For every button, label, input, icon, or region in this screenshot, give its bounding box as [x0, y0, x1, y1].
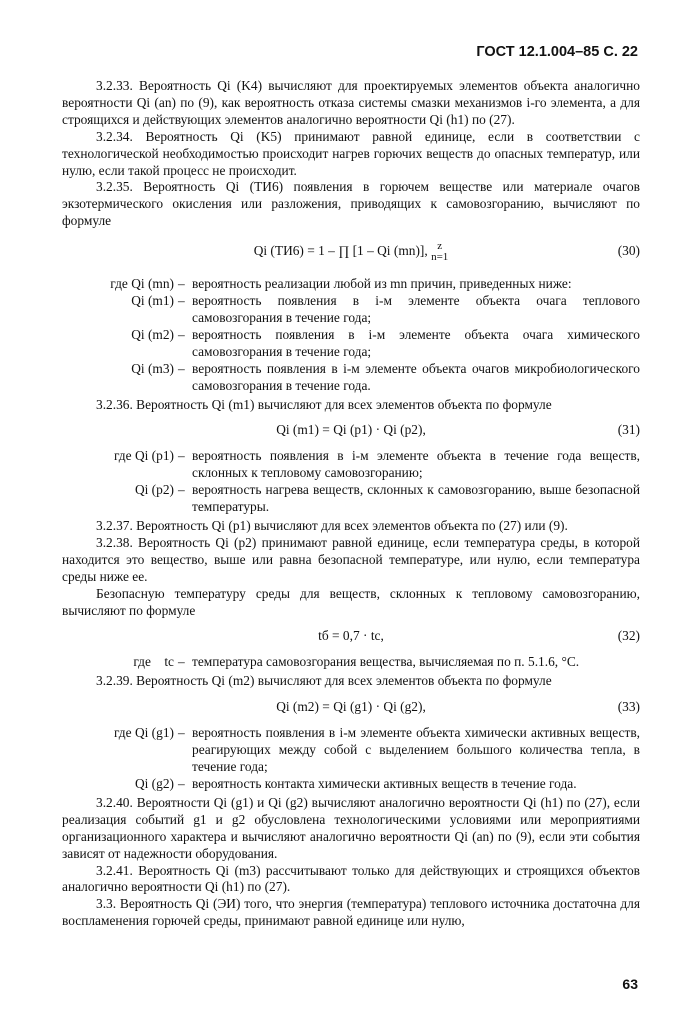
definition-row: Qi (m1) – вероятность появления в i-м элементе объекта очага теплового самовозгорания в течение года; [62, 293, 640, 327]
paragraph-3-2-36: 3.2.36. Вероятность Qi (m1) вычисляют для всех элементов объекта по формуле [96, 396, 552, 412]
formula-30 [62, 233, 640, 269]
definition-symbol: где Qi (mn) [110, 276, 174, 292]
definition-row: где Qi (g1) – вероятность появления в i-м элементе объекта химически активных веществ, реагирующих между собой с выделением большого количества тепла, в течение года; [62, 725, 640, 776]
definitions-32 [62, 654, 640, 671]
formula-33 [62, 696, 640, 718]
definition-text: вероятность появления в i-м элементе объекта очага теплового самовозгорания в течение года; [192, 293, 640, 325]
definition-symbol: Qi (m2) [131, 326, 174, 342]
definitions-31 [62, 448, 640, 516]
paragraph-safe-temperature: Безопасную температуру среды для веществ, склонных к тепловому самовозгоранию, вычисляют по формуле [62, 585, 640, 618]
definition-text: температура самовозгорания вещества, вычисляемая по п. 5.1.6, °С. [192, 654, 580, 670]
definition-row: где tc – температура самовозгорания вещества, вычисляемая по п. 5.1.6, °С. [62, 654, 640, 671]
definitions-30 [62, 276, 640, 394]
paragraph-3-2-33: 3.2.33. Вероятность Qi (K4) вычисляют для проектируемых элементов объекта аналогично вероятности Qi (an) по (9), как вероятность отказа системы смазки механизмов i-го элемента, а для строящихся и действующих элементов аналогично вероятности Qi (h1) по (27). [62, 78, 640, 127]
definition-text: вероятность нагрева веществ, склонных к самовозгоранию, выше безопасной температуры. [192, 482, 640, 515]
page-number: 63 [622, 976, 638, 992]
paragraph-3-2-37: 3.2.37. Вероятность Qi (p1) вычисляют для всех элементов объекта по (27) или (9). [96, 518, 568, 534]
paragraph-3-2-40: 3.2.40. Вероятности Qi (g1) и Qi (g2) вычисляют аналогично вероятности Qi (h1) по (27), если реализация событий g1 и g2 обусловлена технологическими условиями или мероприятиями организационного характера и вычисляют аналогично вероятности Qi (an) по (9), если эти события зависят от надежности оборудования. [62, 794, 640, 861]
formula-30-product-bottom: n=1 [431, 251, 449, 264]
definition-row: Qi (m3) – вероятность появления в i-м элементе объекта очагов микробиологического самовозгорания в течение года. [62, 361, 640, 395]
definition-symbol: Qi (g2) [134, 776, 174, 791]
formula-32-number: (32) [617, 628, 640, 644]
definition-symbol: где Qi (p1) [113, 448, 174, 464]
definition-row: где Qi (p1) – вероятность появления в i-м элементе объекта в течение года веществ, склонных к тепловому самовозгоранию; [62, 448, 640, 482]
formula-33-expression: Qi (m2) = Qi (g1) · Qi (g2), [276, 699, 426, 715]
definition-row: Qi (p2) – вероятность нагрева веществ, склонных к самовозгоранию, выше безопасной температуры. [62, 482, 640, 516]
definition-symbol: где tc [133, 654, 174, 670]
formula-30-product-top: z [437, 240, 443, 253]
paragraph-3-2-38: 3.2.38. Вероятность Qi (p2) принимают равной единице, если температура среды, в которой находится это вещество, выше или равна безопасной температуре, или нулю, если температура среды ниже ее. [62, 534, 640, 584]
definition-text: вероятность появления в i-м элементе объекта очага химического самовозгорания в течение года; [192, 326, 640, 359]
formula-30-number: (30) [617, 243, 640, 259]
formula-31-number: (31) [617, 422, 640, 438]
formula-31-expression: Qi (m1) = Qi (p1) · Qi (p2), [276, 422, 426, 438]
definition-symbol: Qi (p2) [134, 482, 174, 498]
formula-30-product-limits [431, 241, 448, 263]
paragraph-3-3: 3.3. Вероятность Qi (ЭИ) того, что энергия (температура) теплового источника достаточна для воспламенения горючей среды, принимают равной единице или нулю, [62, 896, 640, 929]
definition-row: Qi (m2) – вероятность появления в i-м элементе объекта очага химического самовозгорания в течение года; [62, 327, 640, 361]
definition-symbol: Qi (m3) [131, 360, 174, 376]
definition-symbol: Qi (m1) [131, 293, 174, 309]
paragraph-3-2-39: 3.2.39. Вероятность Qi (m2) вычисляют для всех элементов объекта по формуле [96, 673, 552, 689]
definitions-33 [62, 725, 640, 793]
formula-32-expression: tб = 0,7 · tc, [318, 628, 384, 644]
formula-33-number: (33) [617, 699, 640, 715]
running-header: ГОСТ 12.1.004–85 С. 22 [476, 44, 638, 60]
definition-row: Qi (g2) – вероятность контакта химически активных веществ в течение года. [62, 776, 640, 793]
formula-30-expression: Qi (TИ6) = 1 – ∏ [1 – Qi (mn)], [253, 243, 428, 259]
where-word: где [133, 654, 151, 670]
definition-row: где Qi (mn) – вероятность реализации любой из mn причин, приведенных ниже: [62, 276, 640, 293]
formula-31 [62, 419, 640, 441]
where-word: где [110, 276, 128, 292]
page-body [62, 78, 640, 930]
where-word: где [113, 448, 132, 464]
paragraph-3-2-35: 3.2.35. Вероятность Qi (TИ6) появления в горючем веществе или материале очагов экзотермического окисления или разложения, приводящих к самовозгоранию, вычисляют по формуле [62, 179, 640, 229]
definition-text: вероятность контакта химически активных веществ в течение года. [192, 776, 577, 791]
definition-text: вероятность появления в i-м элементе объекта очагов микробиологического самовозгорания в течение года. [192, 360, 640, 393]
where-word: где [113, 725, 132, 741]
paragraph-3-2-34: 3.2.34. Вероятность Qi (K5) принимают равной единице, если в соответствии с технологической необходимостью происходит нагрев горючих веществ до опасных температур, или нулю, если такой процесс не происходит. [62, 128, 640, 178]
definition-text: вероятность появления в i-м элементе объекта химически активных веществ, реагирующих между собой с выделением большого количества тепла, в течение года; [192, 725, 640, 775]
paragraph-3-2-41: 3.2.41. Вероятность Qi (m3) рассчитывают только для действующих и строящихся объектов аналогично вероятности Qi (h1) по (27). [62, 862, 640, 895]
definition-symbol: где Qi (g1) [113, 725, 174, 741]
definition-text: вероятность появления в i-м элементе объекта в течение года веществ, склонных к тепловому самовозгоранию; [192, 448, 640, 481]
definition-text: вероятность реализации любой из mn причин, приведенных ниже: [192, 276, 572, 292]
formula-32 [62, 625, 640, 647]
